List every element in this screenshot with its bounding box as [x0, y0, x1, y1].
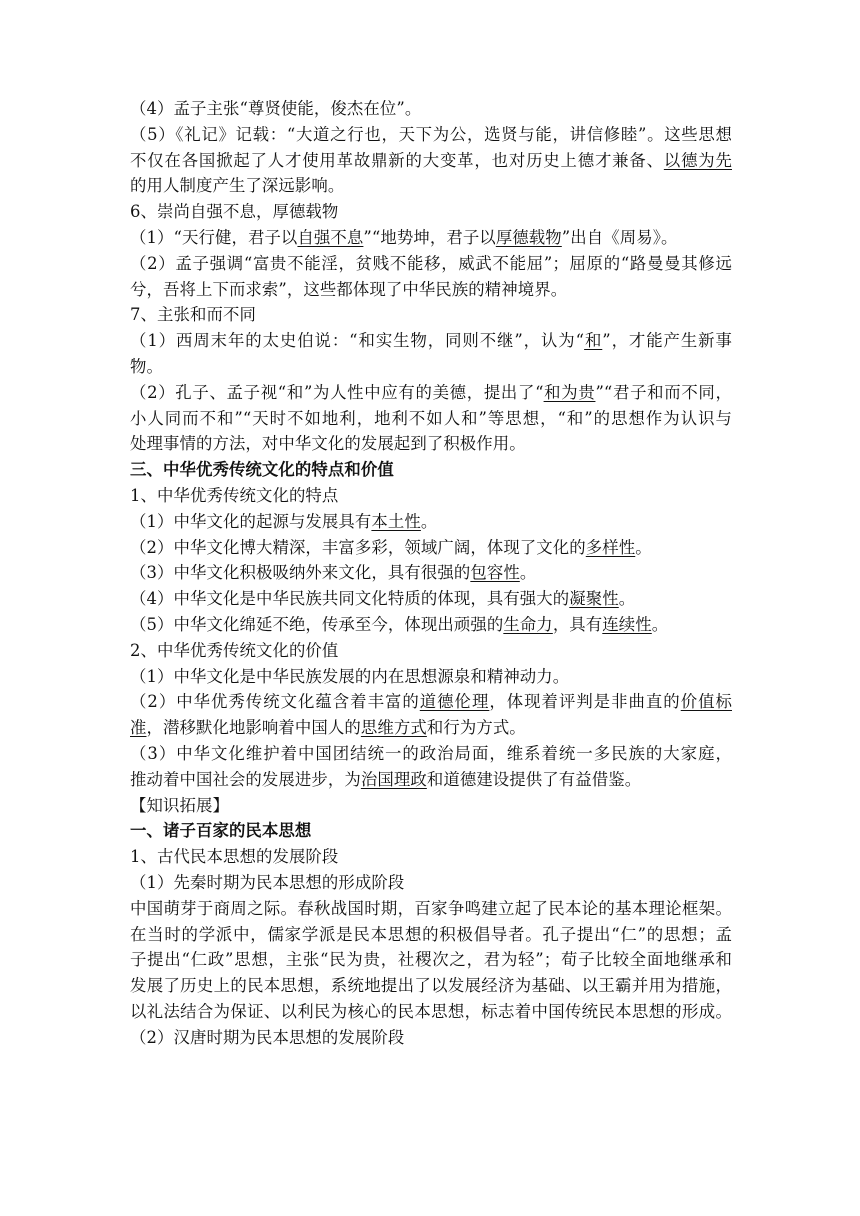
text-segment: 物。: [130, 356, 163, 376]
text-line: [130, 638, 732, 664]
underlined-keyword: 和为贵: [543, 382, 596, 402]
underlined-keyword: 和: [584, 331, 603, 351]
underlined-keyword: 治国理政: [360, 769, 427, 789]
text-segment: （1）“天行健，君子以: [130, 227, 298, 247]
text-segment: 在当时的学派中，儒家学派是民本思想的积极倡导者。孔子提出“仁”的思想；孟: [130, 924, 732, 944]
text-segment: （5）中华文化绵延不绝，传承至今，体现出顽强的: [130, 614, 504, 634]
underlined-keyword: 厚德载物: [495, 227, 562, 247]
text-line: [130, 122, 732, 148]
text-segment: （1）先秦时期为民本思想的形成阶段: [130, 872, 405, 892]
underlined-keyword: 思维方式: [360, 718, 427, 738]
text-segment: ，具有: [552, 614, 603, 634]
text-segment: 6、崇尚自强不息，厚德载物: [130, 202, 339, 222]
text-segment: 以礼法结合为保证、以利民为核心的民本思想，标志着中国传统民本思想的形成。: [130, 1001, 732, 1021]
text-segment: （2）孟子强调“富贵不能淫，贫贱不能移，威武不能屈”；屈原的“路曼曼其修远: [130, 253, 732, 273]
text-segment: ，潜移默化地影响着中国人的: [146, 718, 361, 738]
text-line: [130, 173, 732, 199]
text-line: [130, 586, 732, 612]
text-segment: 子提出“仁政”思想，主张“民为贵，社稷次之，君为轻”；荀子比较全面地继承和: [130, 950, 732, 970]
text-line: [130, 896, 732, 922]
text-line: [130, 431, 732, 457]
text-line: [130, 844, 732, 870]
text-segment: 三、中华优秀传统文化的特点和价值: [130, 460, 394, 480]
text-segment: （2）汉唐时期为民本思想的发展阶段: [130, 1027, 405, 1047]
section-heading: [130, 818, 732, 844]
underlined-keyword: 价值标: [680, 692, 732, 712]
text-line: [130, 251, 732, 277]
text-line: [130, 741, 732, 767]
text-segment: 。: [519, 563, 537, 583]
text-segment: 一、诸子百家的民本思想: [130, 821, 312, 841]
text-segment: ”“地势坤，君子以: [363, 227, 496, 247]
text-segment: 。: [420, 511, 438, 531]
text-segment: ”出自《周易》。: [561, 227, 678, 247]
text-line: [130, 380, 732, 406]
text-segment: 1、古代民本思想的发展阶段: [130, 847, 339, 867]
text-line: [130, 302, 732, 328]
underlined-keyword: 生命力: [503, 614, 553, 634]
underlined-keyword: 凝聚性: [569, 589, 619, 609]
text-segment: 中国萌芽于商周之际。春秋战国时期，百家争鸣建立起了民本论的基本理论框架。: [130, 898, 732, 918]
text-segment: 。: [635, 537, 652, 557]
text-segment: ，体现着评判是非曲直的: [489, 692, 681, 712]
text-line: [130, 999, 732, 1025]
text-line: [130, 199, 732, 225]
text-segment: 不仅在各国掀起了人才使用革故鼎新的大变革，也对历史上德才兼备、: [130, 150, 664, 170]
text-segment: 和行为方式。: [426, 718, 526, 738]
text-segment: （3）中华文化维护着中国团结统一的政治局面，维系着统一多民族的大家庭，: [130, 743, 732, 763]
text-segment: （1）中华文化的起源与发展具有: [130, 511, 372, 531]
text-line: [130, 1025, 732, 1051]
text-segment: （1）中华文化是中华民族发展的内在思想源泉和精神动力。: [130, 666, 570, 686]
text-line: [130, 328, 732, 354]
text-line: [130, 225, 732, 251]
text-segment: 兮，吾将上下而求索”，这些都体现了中华民族的精神境界。: [130, 279, 568, 299]
text-line: [130, 767, 732, 793]
underlined-keyword: 道德伦理: [419, 692, 490, 712]
text-segment: 和道德建设提供了有益借鉴。: [426, 769, 642, 789]
text-line: [130, 406, 732, 432]
text-line: [130, 793, 732, 819]
text-line: [130, 922, 732, 948]
text-segment: 的用人制度产生了深远影响。: [130, 176, 345, 196]
text-segment: 。: [651, 614, 669, 634]
text-segment: 2、中华优秀传统文化的价值: [130, 640, 339, 660]
text-segment: ”，才能产生新事: [602, 331, 732, 351]
text-line: [130, 148, 732, 174]
text-line: [130, 689, 732, 715]
text-segment: 推动着中国社会的发展进步，为: [130, 769, 361, 789]
underlined-keyword: 本土性: [371, 511, 421, 531]
text-line: [130, 947, 732, 973]
text-segment: 1、中华优秀传统文化的特点: [130, 485, 339, 505]
text-segment: （2）中华优秀传统文化蕴含着丰富的: [130, 692, 420, 712]
underlined-keyword: 连续性: [602, 614, 652, 634]
document-body: [130, 96, 732, 1050]
text-segment: （2）孔子、孟子视“和”为人性中应有的美德，提出了“: [130, 382, 544, 402]
text-segment: 发展了历史上的民本思想，系统地提出了以发展经济为基础、以王霸并用为措施，: [130, 976, 732, 996]
underlined-keyword: 以德为先: [663, 150, 732, 170]
underlined-keyword: 准: [130, 718, 147, 738]
text-line: [130, 560, 732, 586]
underlined-keyword: 多样性: [585, 537, 636, 557]
text-line: [130, 612, 732, 638]
section-heading: [130, 457, 732, 483]
text-line: [130, 354, 732, 380]
text-segment: （2）中华文化博大精深，丰富多彩，领域广阔，体现了文化的: [130, 537, 586, 557]
text-segment: （3）中华文化积极吸纳外来文化，具有很强的: [130, 563, 471, 583]
text-line: [130, 715, 732, 741]
text-segment: （1）西周末年的太史伯说：“和实生物，同则不继”，认为“: [130, 331, 585, 351]
text-segment: 【知识拓展】: [130, 795, 229, 815]
text-line: [130, 664, 732, 690]
text-segment: （4）中华文化是中华民族共同文化特质的体现，具有强大的: [130, 589, 570, 609]
text-segment: ”“君子和而不同，: [595, 382, 732, 402]
underlined-keyword: 包容性: [470, 563, 520, 583]
text-segment: 7、主张和而不同: [130, 305, 256, 325]
text-line: [130, 973, 732, 999]
text-segment: （4）孟子主张“尊贤使能，俊杰在位”。: [130, 99, 422, 118]
text-line: [130, 535, 732, 561]
text-line: [130, 870, 732, 896]
text-segment: （5）《礼记》记载：“大道之行也，天下为公，选贤与能，讲信修睦”。这些思想: [130, 124, 732, 144]
underlined-keyword: 自强不息: [297, 227, 364, 247]
text-segment: 处理事情的方法，对中华文化的发展起到了积极作用。: [130, 434, 526, 454]
text-line: [130, 483, 732, 509]
text-segment: 小人同而不和”“天时不如地利，地利不如人和”等思想，“和”的思想作为认识与: [130, 408, 732, 428]
text-segment: 。: [618, 589, 636, 609]
text-line: [130, 509, 732, 535]
text-line: [130, 277, 732, 303]
text-line: [130, 96, 732, 122]
